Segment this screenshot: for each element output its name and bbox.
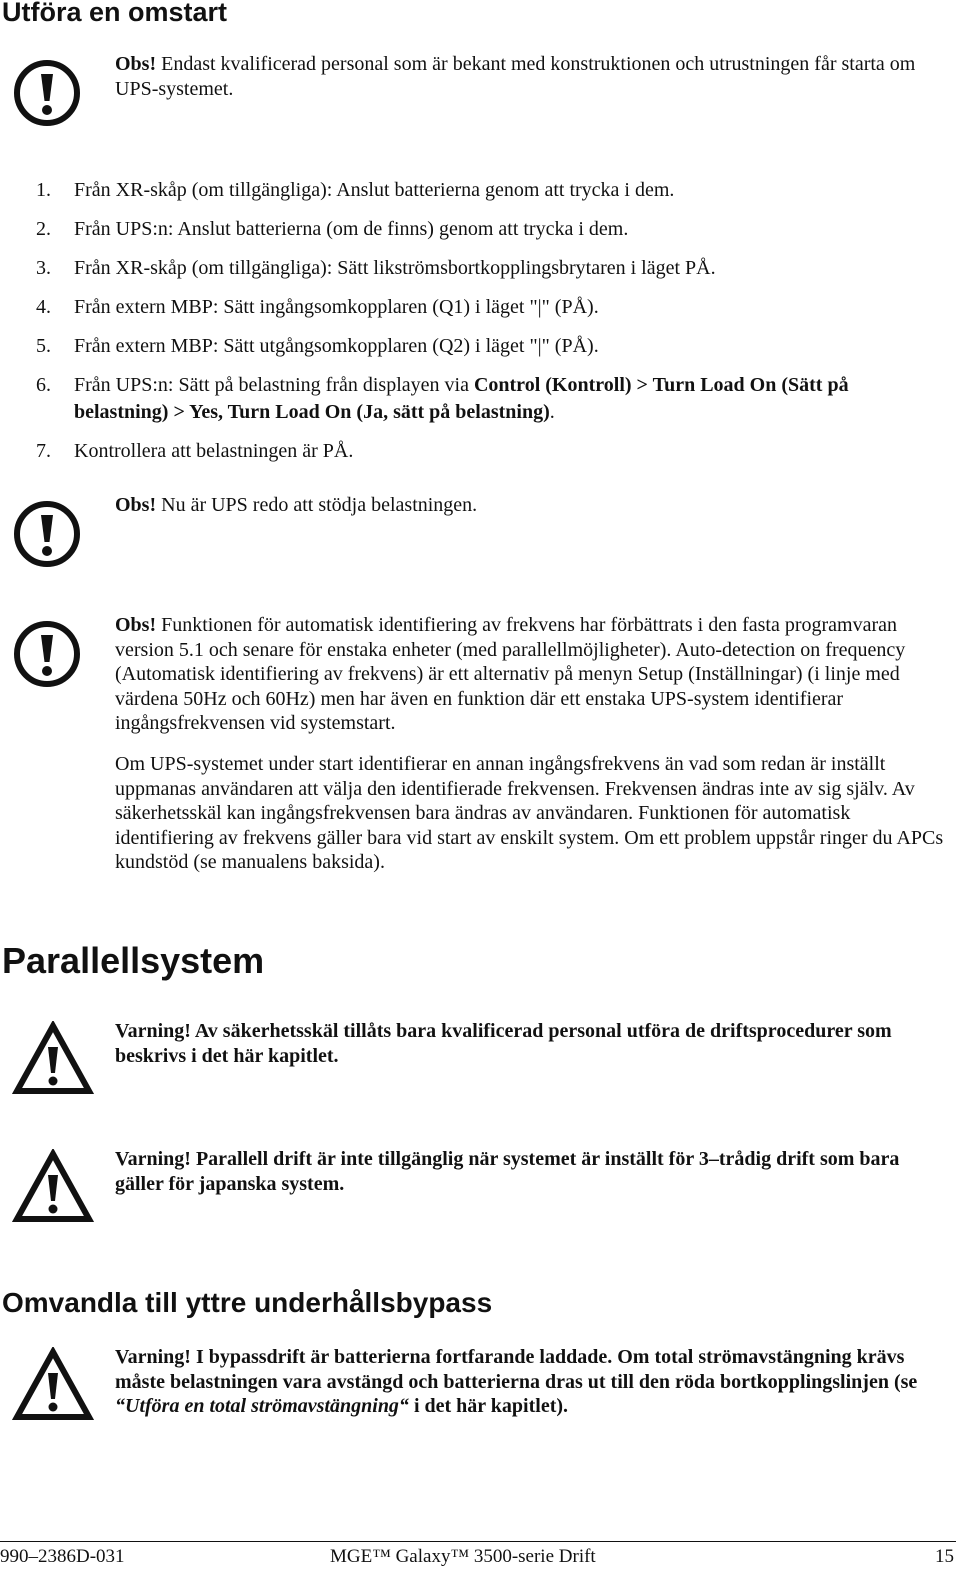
step-number: 7.	[36, 439, 51, 462]
step-number: 3.	[36, 257, 51, 279]
cross-reference-link[interactable]: “Utföra en total strömavstängning“	[115, 1395, 409, 1418]
warning-label: Varning!	[115, 1148, 191, 1170]
exclamation-circle-icon	[12, 619, 82, 689]
step-text: Från XR-skåp (om tillgängliga): Anslut batterierna genom att trycka i dem.	[74, 179, 675, 201]
step-number: 4.	[36, 296, 51, 318]
note-body: Endast kvalificerad personal som är bekant med konstruktionen och utrustningen får starta om UPS-systemet.	[115, 53, 916, 100]
note-body: Nu är UPS redo att stödja belastningen.	[156, 494, 478, 516]
note-label: Obs!	[115, 494, 157, 516]
warning-text	[115, 1345, 947, 1435]
warning-label: Varning!	[115, 1346, 191, 1368]
step-text: Från extern MBP: Sätt utgångsomkopplaren (Q2) i läget "|" (PÅ).	[74, 335, 599, 357]
note-text	[115, 613, 947, 891]
list-item	[36, 294, 948, 321]
note-text	[115, 52, 947, 117]
note-paragraph-2: Om UPS-systemet under start identifierar en annan ingångsfrekvens än vad som redan är inställt uppmanas användaren att välja den identifierade frekvensen. Frekvensen ändras inte av sig själv. Av säkerhetsskäl kan ingångsfrekvensen bara ändras av användaren. Funktionen för automatisk identifiering av frekvens gäller bara vid start av enskilt system. Om ett problem uppstår ringer du APCs kundstöd (se manualens baksida).	[115, 752, 944, 874]
menu-path: Control (Kontroll) > Turn Load On (Sätt på belastning) > Yes, Turn Load On (Ja, sätt på belastning)	[74, 374, 849, 423]
note-text	[115, 493, 947, 534]
list-item	[36, 438, 948, 465]
warning-triangle-icon	[12, 1021, 94, 1095]
footer-page-number: 15	[935, 1546, 954, 1567]
list-item	[36, 255, 948, 282]
warning-triangle-icon	[12, 1149, 94, 1223]
step-number: 6.	[36, 374, 51, 396]
footer-divider	[0, 1541, 956, 1542]
section-title-maintenance-bypass: Omvandla till yttre underhållsbypass	[2, 1287, 493, 1318]
exclamation-circle-icon	[12, 499, 82, 569]
warning-body: Av säkerhetsskäl tillåts bara kvalificerad personal utföra de driftsprocedurer som beskrivs i det här kapitlet.	[115, 1020, 892, 1067]
step-number: 2.	[36, 218, 51, 240]
warning-body: I bypassdrift är batterierna fortfarande laddade. Om total strömavstängning krävs måste belastningen vara avstängd och batterierna dras ut till den röda bortkopplingslinjen (se	[115, 1346, 918, 1393]
warning-label: Varning!	[115, 1020, 191, 1042]
warning-body-end: i det här kapitlet).	[408, 1395, 569, 1418]
warning-text	[115, 1147, 947, 1212]
step-text: Från UPS:n: Sätt på belastning från displayen via	[74, 374, 474, 396]
step-number: 5.	[36, 335, 51, 357]
footer-doc-number: 990–2386D-031	[0, 1546, 125, 1567]
step-text: Kontrollera att belastningen är PÅ.	[74, 439, 354, 462]
warning-body: Parallell drift är inte tillgänglig när systemet är inställt för 3–trådig drift som bara gäller för japanska system.	[115, 1148, 900, 1195]
list-item	[36, 177, 948, 204]
footer-product-title: MGE™ Galaxy™ 3500-serie Drift	[330, 1546, 596, 1567]
note-label: Obs!	[115, 53, 157, 75]
step-text: Från extern MBP: Sätt ingångsomkopplaren (Q1) i läget "|" (PÅ).	[74, 296, 599, 318]
list-item	[36, 372, 948, 425]
list-item	[36, 333, 948, 360]
warning-text	[115, 1019, 947, 1084]
step-number: 1.	[36, 179, 51, 201]
section-title-restart: Utföra en omstart	[2, 0, 228, 27]
section-title-parallel: Parallellsystem	[2, 940, 265, 981]
step-text: Från UPS:n: Anslut batterierna (om de finns) genom att trycka i dem.	[74, 218, 629, 240]
step-text-end: .	[549, 400, 555, 423]
step-text: Från XR-skåp (om tillgängliga): Sätt likströmsbortkopplingsbrytaren i läget PÅ.	[74, 257, 716, 279]
note-label: Obs!	[115, 614, 157, 636]
restart-steps-list	[36, 177, 948, 477]
exclamation-circle-icon	[12, 58, 82, 128]
list-item	[36, 216, 948, 243]
note-body: Funktionen för automatisk identifiering av frekvens har förbättrats i den fasta programvaran version 5.1 och senare för enstaka enheter (med parallellmöjligheter). Auto-detection on frequency (Automatisk identifiering av frekvens) är ett alternativ på menyn Setup (Inställningar) (i linje med värdena 50Hz och 60Hz) men har även en funktion där ett enstaka UPS-system identifierar ingångsfrekvensen vid systemstart.	[115, 614, 906, 735]
warning-triangle-icon	[12, 1347, 94, 1421]
